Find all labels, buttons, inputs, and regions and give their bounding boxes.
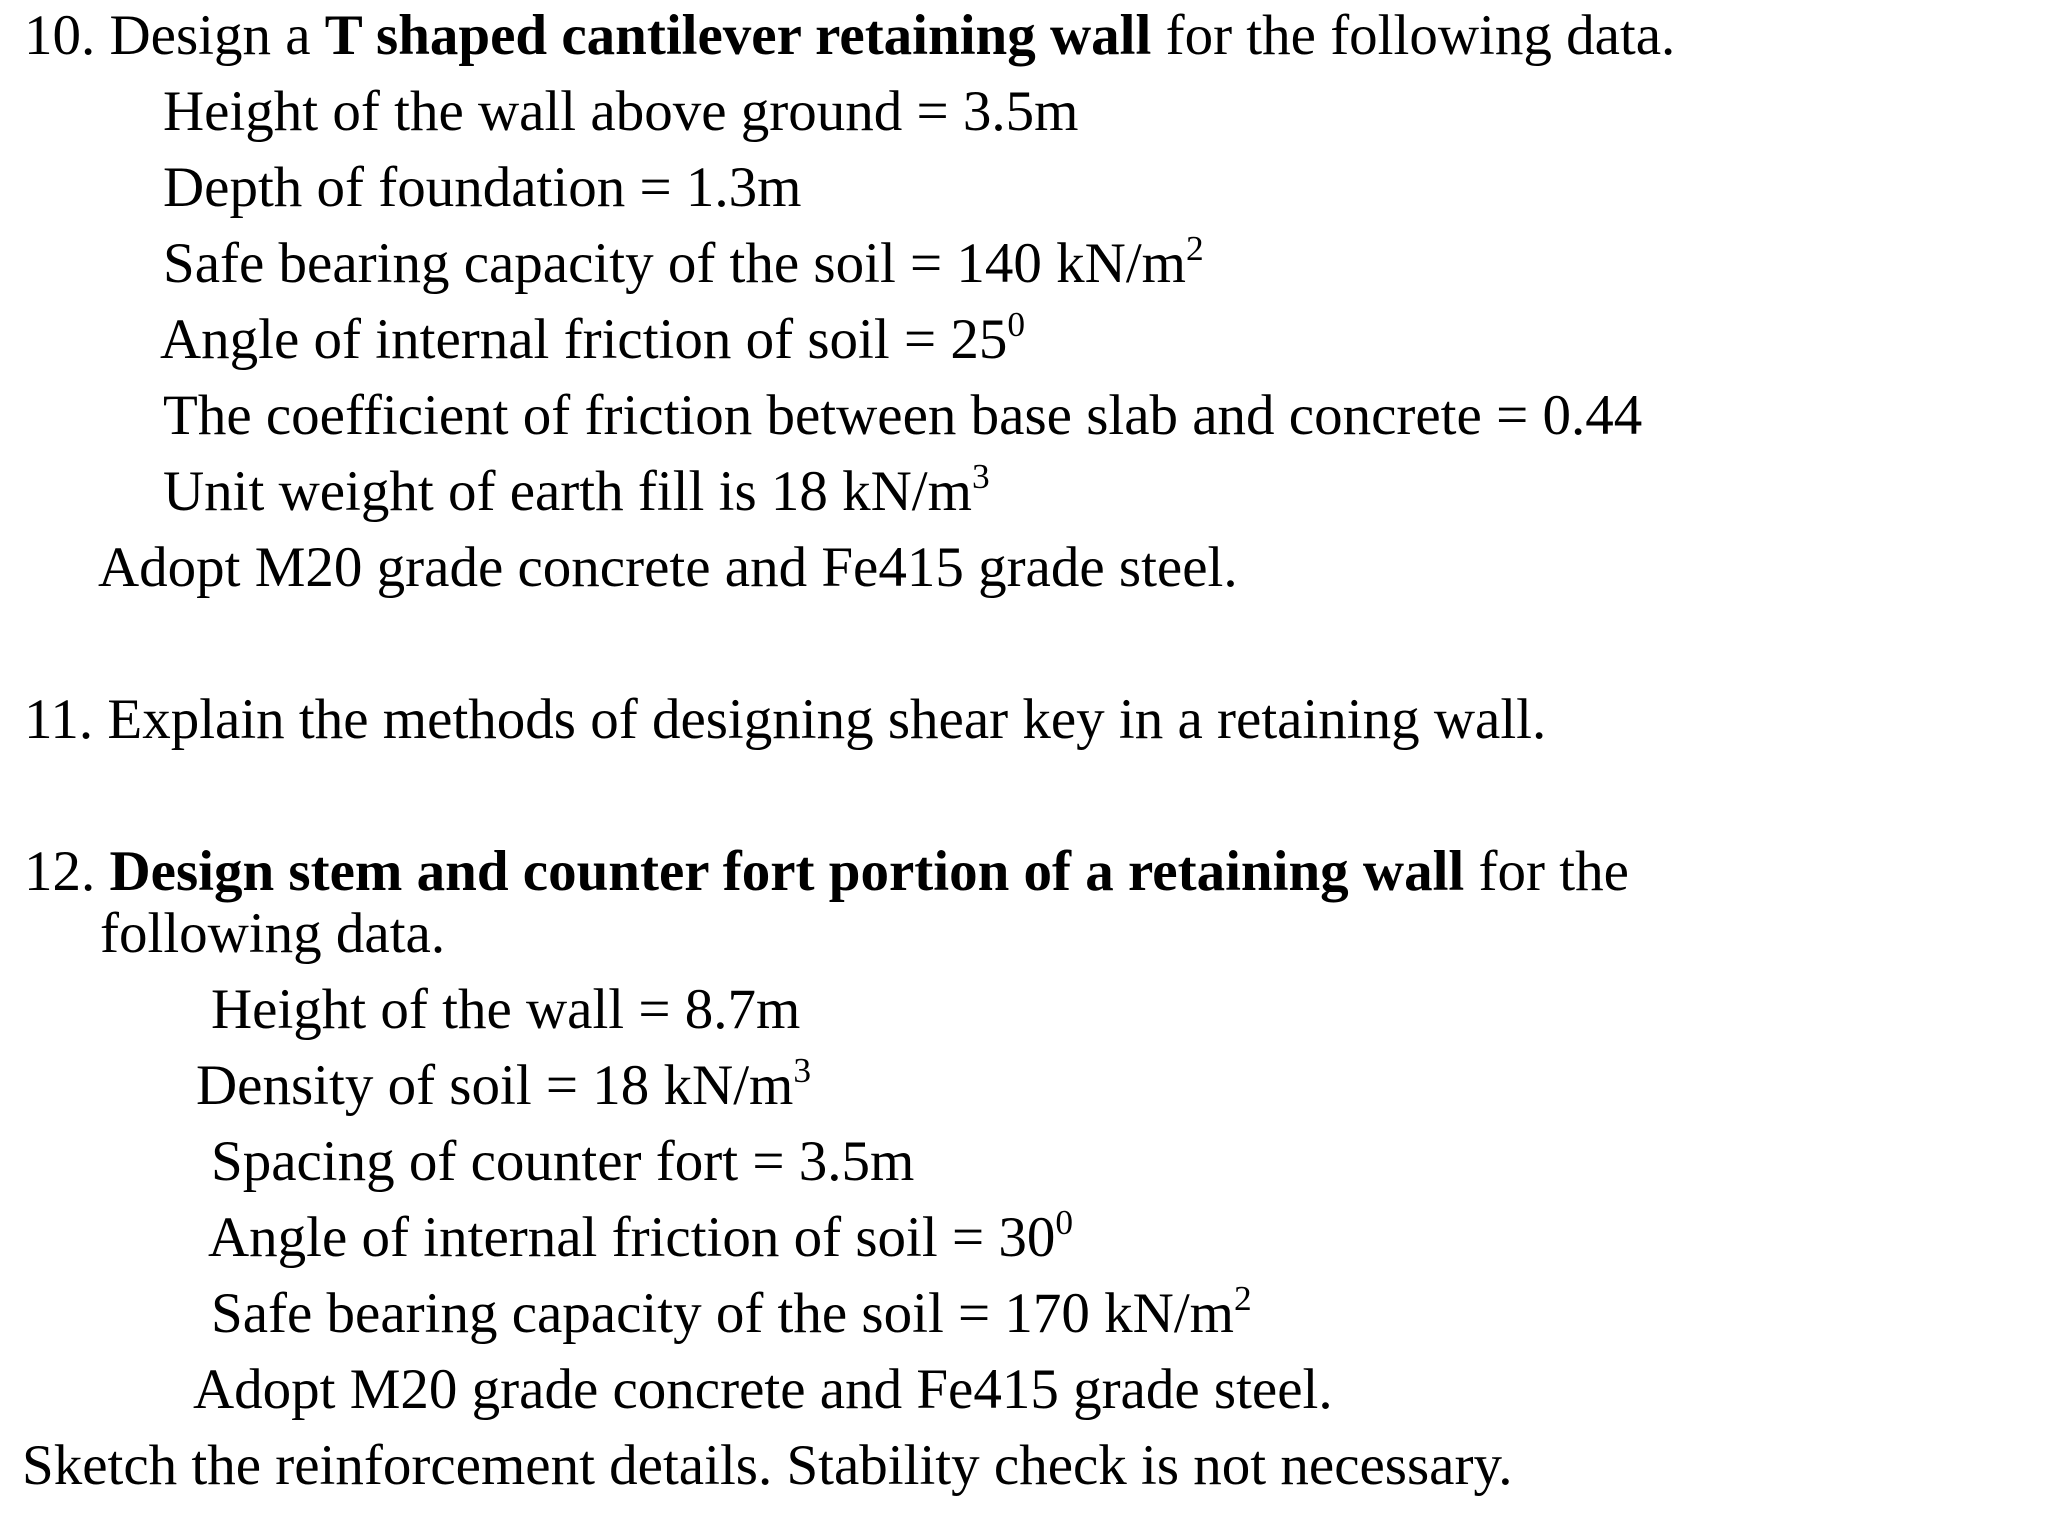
q10-adopt: Adopt M20 grade concrete and Fe415 grade steel.	[98, 536, 1238, 599]
q12-heading	[24, 840, 1629, 904]
q12-item: Height of the wall = 8.7m	[211, 978, 801, 1041]
q12-item: Spacing of counter fort = 3.5m	[211, 1130, 915, 1193]
q12-number: 12.	[24, 840, 96, 903]
q12-title-bold: Design stem and counter fort portion of a retaining wall	[109, 840, 1465, 903]
q10-item: Safe bearing capacity of the soil = 140 $kN/m^2$	[163, 229, 1204, 295]
q12-title-rest: for the	[1478, 840, 1629, 903]
q12-item: Angle of internal friction of soil = $30^0$	[208, 1203, 1074, 1269]
q12-item: Safe bearing capacity of the soil = 170 $kN/m^2$	[211, 1279, 1252, 1345]
q12-item: Density of soil = 18 $kN/m^3$	[196, 1051, 812, 1117]
q10-title-bold: T shaped cantilever retaining wall	[324, 4, 1152, 67]
q10-item: Height of the wall above ground = 3.5m	[163, 80, 1079, 143]
q10-item: Depth of foundation = 1.3m	[163, 156, 802, 219]
q10-item: The coefficient of friction between base slab and concrete = 0.44	[163, 384, 1643, 447]
q12-adopt: Adopt M20 grade concrete and Fe415 grade steel.	[193, 1358, 1333, 1421]
q10-number: 10. Design a	[24, 4, 311, 67]
q10-item: Angle of internal friction of soil = $25^0$	[160, 305, 1026, 371]
q10-heading	[24, 4, 1675, 68]
q10-item: Unit weight of earth fill is 18 $kN/m^3$	[163, 457, 990, 523]
q12-heading-cont: following data.	[100, 902, 446, 965]
q11-text: 11. Explain the methods of designing shear key in a retaining wall.	[24, 688, 1547, 751]
q10-title-rest: for the following data.	[1165, 4, 1676, 67]
q12-sketch-note: Sketch the reinforcement details. Stability check is not necessary.	[22, 1434, 1513, 1497]
